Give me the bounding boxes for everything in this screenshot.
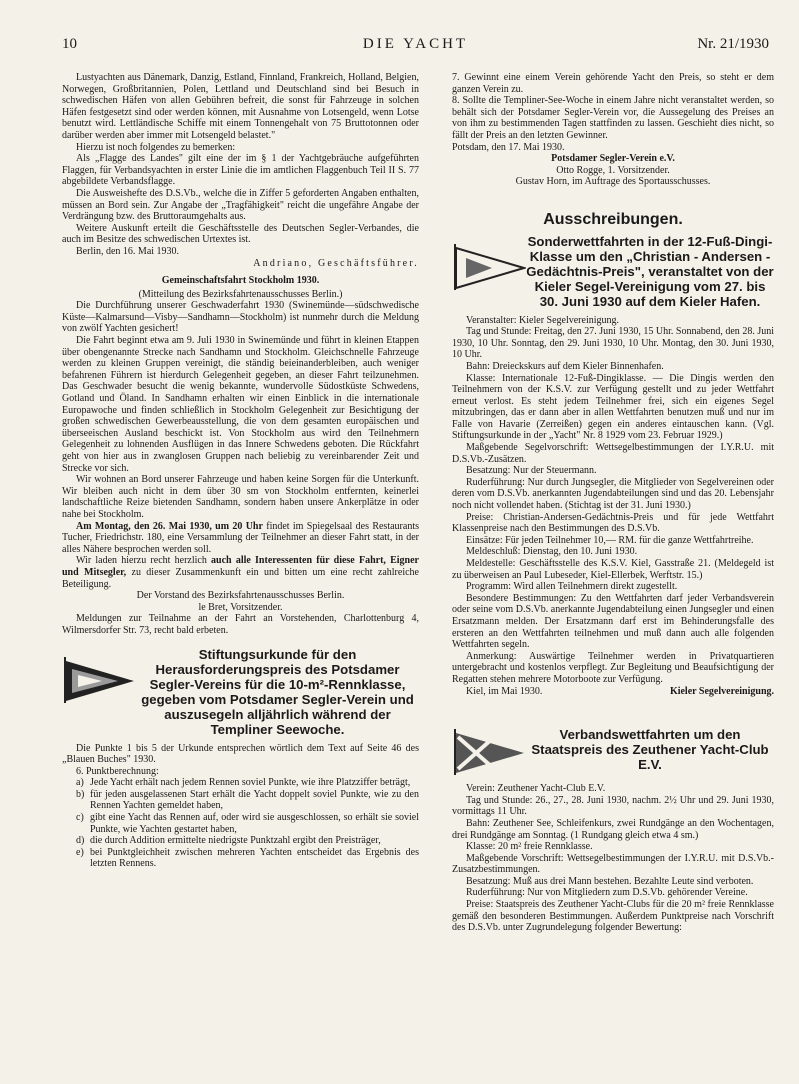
paragraph: 7. Gewinnt eine einem Verein gehörende Yacht den Preis, so steht er dem ganzen Verein zu. bbox=[452, 72, 774, 95]
magazine-title: DIE YACHT bbox=[362, 36, 469, 52]
signature: le Bret, Vorsitzender. bbox=[198, 601, 283, 613]
list-item: d) die durch Addition ermittelte niedrigste Punktzahl ergibt den Preisträger, bbox=[76, 835, 381, 847]
pennant-flag-icon bbox=[62, 655, 136, 705]
signature-org: Der Vorstand des Bezirksfahrtenausschusses Berlin. bbox=[136, 590, 345, 602]
paragraph: Die Durchführung unserer Geschwaderfahrt 1930 (Swinemünde—südschwedische Küste—Kalmarsund—Visby—Sandhamn—Stockholm) ist nunmehr durch die Meldung von zwölf Yachten gesichert! bbox=[62, 300, 419, 335]
paragraph: Die Punkte 1 bis 5 der Urkunde entsprechen wörtlich dem Text auf Seite 46 des „Blauen Buches" 1930. bbox=[62, 742, 419, 766]
paragraph: Wir wohnen an Bord unserer Fahrzeuge und haben keine Sorgen für die Unterkunft. Wir bleiben auch nicht in dem über 30 sm von Stockholm entfernten, keinerlei landschaftliche Reize bietenden Sandhamn, sondern haben unsere Ankerplätze in oder nahe bei Stockholm. bbox=[62, 474, 419, 520]
bold-phrase: Am Montag, den 26. Mai 1930, um 20 Uhr bbox=[76, 520, 263, 532]
paragraph: Tag und Stunde: Freitag, den 27. Juni 1930, 15 Uhr. Sonnabend, den 28. Juni 1930, 10 Uhr. Sonntag, den 29. Juni 1930, 10 Uhr. Montag, den 30. Juni 1930, 10 Uhr. bbox=[452, 326, 774, 361]
list-item: a) Jede Yacht erhält nach jedem Rennen soviel Punkte, wie ihre Platzziffer beträgt, bbox=[76, 777, 411, 789]
paragraph: Ruderführung: Nur durch Jungsegler, die Mitglieder von Segelvereinen oder deren vom D.S.Vb. anerkannten Jugendabteilungen sind und das 20. Lebensjahr noch nicht vollendet haben. (Stichtag ist der 31. Juni 1930.) bbox=[452, 476, 774, 512]
page-number: 10 bbox=[62, 36, 77, 52]
zeuthen-notice-header bbox=[452, 719, 774, 777]
list-item: b) für jeden ausgelassenen Start erhält die Yacht doppelt soviel Punkte, wie zu den Rennen Yachten gemeldet haben, bbox=[76, 788, 419, 812]
paragraph: Am Montag, den 26. Mai 1930, um 20 Uhr findet im Spiegelsaal des Restaurants Tucher, Friedrichstr. 180, eine Versammlung der Teilnehmer an dieser Fahrt statt, in der alles Nähere besprochen werden soll. bbox=[62, 520, 419, 555]
signature-org: Kieler Segelvereinigung. bbox=[669, 685, 774, 697]
paragraph: Als „Flagge des Landes" gilt eine der im § 1 der Yachtgebräuche aufgeführten Flaggen, für Verbandsyachten in erster Linie die im amtlichen Flaggenbuch Teil II S. 77 abgebildete Verbandsflagge. bbox=[62, 153, 419, 188]
paragraph: Maßgebende Segelvorschrift: Wettsegelbestimmungen der I.Y.R.U. mit D.S.Vb.-Zusätzen. bbox=[452, 442, 774, 465]
signature: Andriano, Geschäftsführer. bbox=[253, 257, 419, 269]
subtitle: (Mitteilung des Bezirksfahrtenausschusses Berlin.) bbox=[138, 288, 343, 300]
signature: Otto Rogge, 1. Vorsitzender. bbox=[556, 164, 670, 176]
paragraph: Programm: Wird allen Teilnehmern direkt zugestellt. bbox=[466, 581, 678, 593]
paragraph: Ruderführung: Nur von Mitgliedern zum D.S.Vb. gehörender Vereine. bbox=[466, 887, 748, 899]
issue-number: Nr. 21/1930 bbox=[697, 36, 769, 52]
cross-pennant-flag-icon bbox=[452, 727, 526, 777]
potsdam-notice-header bbox=[62, 647, 419, 737]
pennant-flag-icon bbox=[452, 242, 526, 292]
dateline: Kiel, im Mai 1930. bbox=[466, 685, 543, 697]
article-title: Gemeinschaftsfahrt Stockholm 1930. bbox=[161, 275, 320, 287]
notice-title: Stiftungsurkunde für den Herausforderungspreis des Potsdamer Segler-Vereins für die 10-m²-Rennklasse, gegeben vom Potsdamer Segler-Verein und auszusegeln alljährlich während der Templiner Seewoche. bbox=[141, 646, 414, 737]
paragraph: Bahn: Dreieckskurs auf dem Kieler Binnenhafen. bbox=[466, 360, 664, 372]
paragraph: Die Fahrt beginnt etwa am 9. Juli 1930 in Swinemünde und führt in kleinen Etappen über obengenannte Strecke nach Sandhamn und Stockholm. Gleichschnelle Fahrzeuge werden zu kleinen Gruppen vereinigt, die ständig beieinanderbleiben, auch weniger befahrenen Führern ist hierdurch Gelegenheit gegeben, an dieser Fahrt teilzunehmen. Das Geschwader besucht die wenig bekannte, wundervolle Südostküste Schwedens, Gotland und Öland. In Sandhamn erhalten wir einen Einblick in die internationale Europawoche und finden schließlich in Stockholm Gelegenheit zur Besichtigung der großen schwedischen Gewerbeausstellung, die von dem gesamten europäischen und überseeischen Ausland beschickt ist. Von Stockholm aus wird den Teilnehmern Gelegenheit zu lohnenden Ausflügen in das Innere Schwedens geboten. Die Rückfahrt geht von hier aus in zwanglosen Gruppen nach beliebig zu vereinbarender Zeit und Strecke vor sich. bbox=[62, 335, 419, 474]
paragraph: Verein: Zeuthener Yacht-Club E.V. bbox=[466, 783, 606, 795]
paragraph: Meldestelle: Geschäftsstelle des K.S.V. Kiel, Gasstraße 21. (Meldegeld ist zu überweisen an Paul Lubeseder, Kiel-Ellerbek, Werftstr. 15.) bbox=[452, 558, 774, 581]
paragraph: 6. Punktberechnung: bbox=[76, 765, 159, 777]
list-item: e) bei Punktgleichheit zwischen mehreren Yachten entscheidet das Ergebnis des letzten Rennens. bbox=[76, 846, 419, 870]
paragraph: Preise: Christian-Andersen-Gedächtnis-Preis und für jede Wettfahrt Klassenpreise nach den Bestimmungen des D.S.Vb. bbox=[452, 511, 774, 535]
paragraph: Veranstalter: Kieler Segelvereinigung. bbox=[466, 314, 619, 326]
paragraph: 8. Sollte die Templiner-See-Woche in einem Jahre nicht veranstaltet werden, so behält sich der Potsdamer Segler-Verein vor, die Aussegelung des Preises an von ihm zu bestimmenden Tagen stattfinden zu lassen. Geschieht dies nicht, so fällt der Preis an den letzten Gewinner. bbox=[452, 95, 774, 141]
paragraph: Klasse: 20 m² freie Rennklasse. bbox=[466, 841, 593, 853]
paragraph: Weitere Auskunft erteilt die Geschäftsstelle des Deutschen Segler-Verbandes, die auch im Besitze des schwedischen Urtextes ist. bbox=[62, 222, 419, 246]
notice-title: Sonderwettfahrten in der 12-Fuß-Dingi-Klasse um den „Christian - Andersen - Gedächtnis-Preis", veranstaltet von der Kieler Segel-Vereinigung vom 27. bis 30. Juni 1930 auf dem Kieler Hafen. bbox=[526, 233, 774, 309]
paragraph: Maßgebende Vorschrift: Wettsegelbestimmungen der I.Y.R.U. mit D.S.Vb.-Zusatzbestimmungen. bbox=[452, 852, 774, 876]
paragraph: Meldungen zur Teilnahme an der Fahrt an Vorstehenden, Charlottenburg 4, Wilmersdorfer Str. 73, recht bald erbeten. bbox=[62, 613, 419, 636]
signature-org: Potsdamer Segler-Verein e.V. bbox=[551, 153, 675, 165]
paragraph: Einsätze: Für jeden Teilnehmer 10,— RM. für die ganze Wettfahrtreihe. bbox=[466, 534, 754, 546]
signature: Gustav Horn, im Auftrage des Sportausschusses. bbox=[515, 176, 711, 188]
bold-phrase: auch alle Interessenten für diese Fahrt, Eigner und Mitsegler, bbox=[62, 555, 419, 578]
paragraph: Bahn: Zeuthener See, Schleifenkurs, zwei Rundgänge an den Wochentagen, drei Rundgänge am Sonntag. (1 Rundgang gleich etwa 4 sm.) bbox=[452, 817, 774, 841]
paragraph: Wir laden hierzu recht herzlich auch alle Interessenten für diese Fahrt, Eigner und Mitsegler, zu dieser Zusammenkunft ein und bitten um eine recht zahlreiche Beteiligung. bbox=[62, 555, 419, 590]
kiel-notice-header bbox=[452, 234, 774, 309]
paragraph: Hierzu ist noch folgendes zu bemerken: bbox=[76, 141, 236, 153]
paragraph: Besatzung: Nur der Steuermann. bbox=[466, 465, 597, 477]
paragraph: Besondere Bestimmungen: Zu den Wettfahrten darf jeder Verbandsverein oder seine vom D.S.Vb. anerkannte Jugendabteilung einen Jungsegler und einen Ersatzmann melden. Der Ersatzmann darf erst im Behinderungsfalle des ersteren an den Wettfahrten teilnehmen und muß dann auch alle folgenden Wettfahrten segeln. bbox=[452, 592, 774, 651]
paragraph: Die Ausweishefte des D.S.Vb., welche die in Ziffer 5 geforderten Angaben enthalten, müssen an Bord sein. Zur Angabe der „Tragfähigkeit" reicht die ungefähre Angabe der Verdrängung bzw. des Bruttoraumgehalts aus. bbox=[62, 187, 419, 223]
dateline: Potsdam, den 17. Mai 1930. bbox=[452, 141, 565, 153]
list-item: c) gibt eine Yacht das Rennen auf, oder wird sie ausgeschlossen, so erhält sie soviel Punkte, wie Yachten gestartet haben, bbox=[76, 812, 419, 835]
paragraph: Tag und Stunde: 26., 27., 28. Juni 1930, nachm. 2½ Uhr und 29. Juni 1930, vormittags 11 Uhr. bbox=[452, 794, 774, 818]
paragraph: Preise: Staatspreis des Zeuthener Yacht-Clubs für die 20 m² freie Rennklasse gemäß den besonderen Bestimmungen. Außerdem Punktpreise nach Vorschrift des D.S.Vb. unter Zugrundelegung folgender Bewertung: bbox=[452, 899, 774, 934]
paragraph: Klasse: Internationale 12-Fuß-Dingiklasse. — Die Dingis werden den Teilnehmern von der K.S.V. zur Verfügung gestellt und zu jeder Wettfahrt erneut verlost. Es steht jedem Teilnehmer frei, sich ein eigenes Segel mitzubringen, das er dann aber in allen Wettfahrten benutzen muß und nur im Falle von Havarie (Zerreißen) gegen ein anderes eintauschen kann. (Vgl. Stiftungsurkunde in der „Yacht" Nr. 8 1929 vom 23. Februar 1929.) bbox=[452, 372, 774, 442]
signature-line bbox=[452, 686, 774, 698]
running-header bbox=[62, 36, 769, 58]
dateline: Berlin, den 16. Mai 1930. bbox=[76, 245, 180, 257]
notice-title: Verbandswettfahrten um den Staatspreis des Zeuthener Yacht-Club E.V. bbox=[531, 727, 769, 773]
paragraph: Meldeschluß: Dienstag, den 10. Juni 1930. bbox=[466, 546, 638, 558]
right-column bbox=[452, 72, 774, 934]
point-list bbox=[62, 777, 419, 870]
section-heading: Ausschreibungen. bbox=[543, 210, 683, 228]
paragraph: Lustyachten aus Dänemark, Danzig, Estland, Finnland, Frankreich, Holland, Belgien, Norwegen, Großbritannien, Polen, Lettland und Deutschland sind bei Besuch in schwedischen Häfen von allen Gebühren befreit, die sonst für Fahrzeuge in solchen Häfen festgesetzt sind oder werden können, mit Ausnahme von Lotsengeld, wenn Lotse benutzt wird. Lettländische Schiffe mit einem Tonnengehalt von 75 Bruttotonnen oder darüber werden aber immer mit Lotsengeld belastet." bbox=[62, 72, 419, 141]
paragraph: Anmerkung: Auswärtige Teilnehmer werden in Privatquartieren untergebracht und kostenlos verpflegt. Zur Begleitung und Beaufsichtigung der Regatten stehen mehrere Motorboote zur Verfügung. bbox=[452, 650, 774, 685]
left-column bbox=[62, 72, 419, 870]
paragraph: Besatzung: Muß aus drei Mann bestehen. Bezahlte Leute sind verboten. bbox=[466, 875, 754, 887]
